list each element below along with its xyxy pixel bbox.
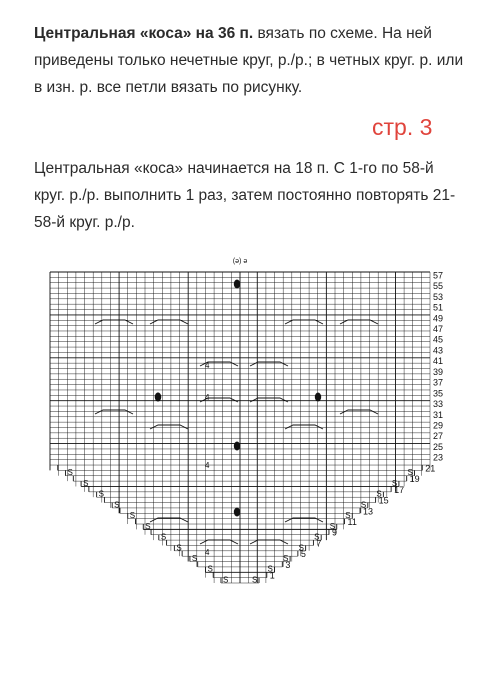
side-s-mark: S <box>329 521 336 531</box>
row-number: 29 <box>433 420 444 431</box>
side-s-mark: S <box>129 511 136 521</box>
cable-count-label: 4 <box>205 393 210 402</box>
row-number: 13 <box>363 506 374 517</box>
chart-grid <box>50 272 430 583</box>
bobble-mark <box>234 508 240 517</box>
side-s-mark: S <box>267 564 273 574</box>
cable-cross-mark <box>200 540 238 544</box>
side-s-mark: S <box>67 468 73 478</box>
row-number: 35 <box>433 388 444 399</box>
bobble-mark <box>155 393 161 402</box>
cable-cross-mark <box>340 410 378 414</box>
side-s-mark: S <box>314 532 320 542</box>
cable-cross-mark <box>340 320 378 324</box>
row-number: 51 <box>433 302 444 313</box>
cable-cross-mark <box>285 320 323 324</box>
side-s-mark: S <box>176 543 182 553</box>
cable-cross-mark <box>250 398 288 402</box>
row-number: 47 <box>433 323 444 334</box>
side-s-mark: S <box>407 468 413 478</box>
row-number: 57 <box>433 270 444 281</box>
side-s-mark: S <box>283 554 289 564</box>
row-number: 23 <box>433 452 444 463</box>
row-number: 37 <box>433 377 444 388</box>
cable-cross-mark <box>250 540 288 544</box>
row-number: 33 <box>433 399 444 410</box>
chart-top-label: e (e) <box>232 257 248 264</box>
bobble-mark <box>234 280 240 289</box>
side-s-mark: S <box>345 511 351 521</box>
row-number: 7 <box>316 538 322 549</box>
row-number: 5 <box>300 549 306 560</box>
row-number: 1 <box>269 570 275 581</box>
row-number: 43 <box>433 345 444 356</box>
side-s-mark: S <box>360 500 367 510</box>
cable-cross-mark <box>150 425 188 429</box>
row-number: 17 <box>394 484 405 495</box>
row-numbers <box>267 270 444 581</box>
cable-cross-mark <box>250 362 288 366</box>
side-s-mark: S <box>114 500 120 510</box>
instructions-paragraph-2: Центральная «коса» начинается на 18 п. С 1-го по 58-й круг. р./р. выполнить 1 раз, затем постоянно повторять 21-58-й круг. р./р. <box>34 160 456 231</box>
side-s-mark: S <box>145 521 151 531</box>
side-s-mark: S <box>98 489 104 499</box>
side-s-mark: S <box>298 543 304 553</box>
side-s-mark: S <box>391 478 398 488</box>
side-s-mark: S <box>223 575 229 585</box>
row-number: 3 <box>285 559 291 570</box>
side-s-mark: S <box>191 554 198 564</box>
page-label: стр. 3 <box>372 114 433 140</box>
row-number: 55 <box>433 281 444 292</box>
side-s-mark: S <box>207 564 213 574</box>
cable-cross-mark <box>95 320 133 324</box>
row-number: 49 <box>433 313 444 324</box>
row-number: 25 <box>433 441 444 452</box>
side-s-mark: S <box>376 489 382 499</box>
cable-cross-mark <box>150 320 188 324</box>
side-s-mark: S <box>83 478 89 488</box>
row-number: 45 <box>433 334 444 345</box>
row-number: 41 <box>433 356 444 367</box>
cable-count-label: 4 <box>205 361 210 370</box>
row-number: 19 <box>409 474 420 485</box>
row-number: 27 <box>433 431 444 442</box>
row-number: 9 <box>331 527 337 538</box>
side-s-mark: S <box>252 575 258 585</box>
cable-count-label: 4 <box>205 461 210 470</box>
cable-count-label: 4 <box>205 548 210 557</box>
row-number: 11 <box>347 517 357 528</box>
bobble-mark <box>315 393 321 402</box>
row-number: 21 <box>425 463 436 474</box>
cable-cross-mark <box>95 410 133 414</box>
side-s-mark: S <box>160 532 167 542</box>
cable-cross-mark <box>285 425 323 429</box>
bobble-mark <box>234 442 240 451</box>
instructions-text: вязать по схеме. На ней приведены только нечетные круг, р./р.; в четных круг. р. или в изн. р. все петли вязать по рисунку. <box>34 25 464 96</box>
row-number: 15 <box>378 495 389 506</box>
row-number: 31 <box>433 409 444 420</box>
row-number: 53 <box>433 291 444 302</box>
row-number: 39 <box>433 366 444 377</box>
instructions-bold-lead: Центральная «коса» на 36 п. <box>34 25 254 42</box>
